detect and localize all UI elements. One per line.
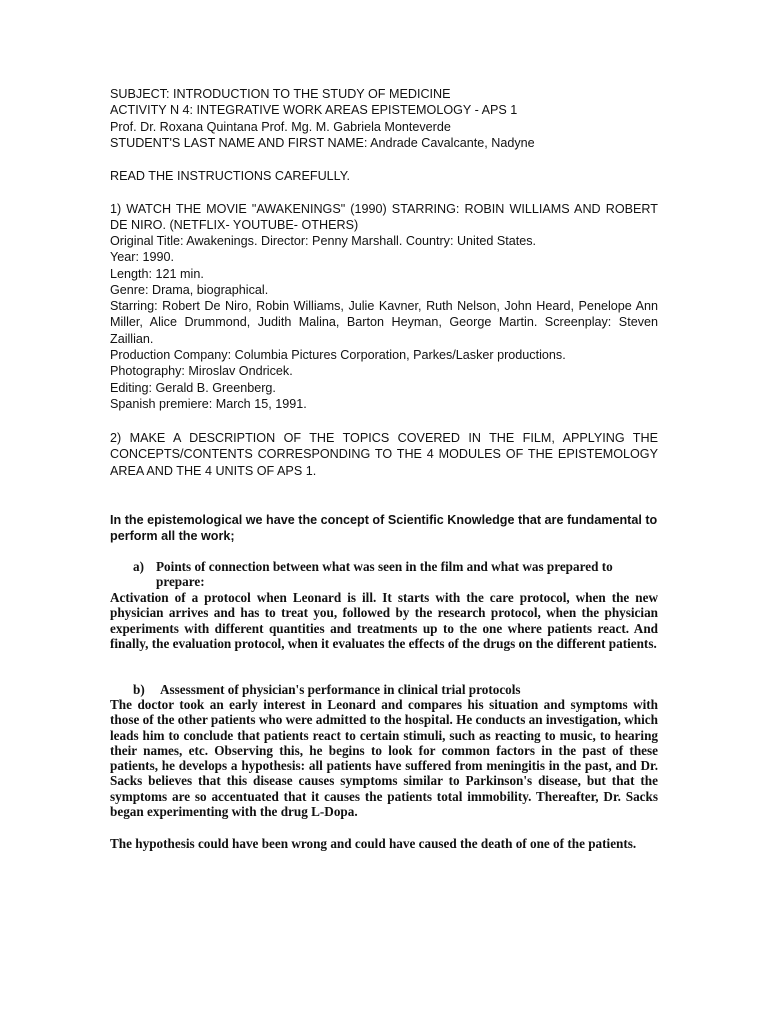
instructions-line: READ THE INSTRUCTIONS CAREFULLY. <box>110 169 351 183</box>
starring-line: Starring: Robert De Niro, Robin Williams, Julie Kavner, Ruth Nelson, John Heard, Penelope Ann Miller, Alice Drummond, Judith Malina, Barton Heyman, George Martin. Screenplay: Steven Zaillian. <box>110 299 658 346</box>
item-b-conclusion: The hypothesis could have been wrong and could have caused the death of one of the patients. <box>110 836 637 851</box>
premiere-line: Spanish premiere: March 15, 1991. <box>110 396 307 411</box>
genre-line: Genre: Drama, biographical. <box>110 282 269 297</box>
photography-line: Photography: Miroslav Ondricek. <box>110 364 293 379</box>
item-a-heading <box>156 559 658 590</box>
item-a-heading-line2: prepare: <box>156 574 205 590</box>
item-b-body: The doctor took an early interest in Leonard and compares his situation and symptoms with those of the other patients who were admitted to the hospital. He conducts an investigation, which leads him to conclude that patients react to certain stimuli, such as reacting to music, to hearing their names, etc. Observing this, he begins to look for common factors in the past of these patients, he develops a hypothesis: all patients have suffered from meningitis in the past, and Dr. Sacks believes that this disease causes symptoms similar to Parkinson's disease, but that the symptoms are so accentuated that it causes the patients total immobility. Thereafter, Dr. Sacks began experimenting with the drug L-Dopa. <box>110 697 658 820</box>
length-line: Length: 121 min. <box>110 266 204 281</box>
year-line: Year: 1990. <box>110 250 174 265</box>
student-line: STUDENT'S LAST NAME AND FIRST NAME: Andrade Cavalcante, Nadyne <box>110 135 535 150</box>
item-b-marker: b) <box>133 682 145 697</box>
item-a-body: Activation of a protocol when Leonard is ill. It starts with the care protocol, when the new physician arrives and has to treat you, followed by the research protocol, when the physician experiments with different quantities and treatments up to the one where patients react. And finally, the evaluation protocol, when it evaluates the effects of the drugs on the different patients. <box>110 590 658 651</box>
answer-intro: In the epistemological we have the concept of Scientific Knowledge that are fundamental to perform all the work; <box>110 513 658 544</box>
production-line: Production Company: Columbia Pictures Corporation, Parkes/Lasker productions. <box>110 348 566 363</box>
original-title-line: Original Title: Awakenings. Director: Penny Marshall. Country: United States. <box>110 234 537 248</box>
task1-intro: 1) WATCH THE MOVIE "AWAKENINGS" (1990) STARRING: ROBIN WILLIAMS AND ROBERT DE NIRO. (NETFLIX- YOUTUBE- OTHERS) <box>110 202 658 233</box>
editing-line: Editing: Gerald B. Greenberg. <box>110 380 276 395</box>
document-header <box>110 86 658 151</box>
activity-line: ACTIVITY N 4: INTEGRATIVE WORK AREAS EPISTEMOLOGY - APS 1 <box>110 103 518 118</box>
movie-details <box>110 233 658 412</box>
professors-line: Prof. Dr. Roxana Quintana Prof. Mg. M. Gabriela Monteverde <box>110 119 451 134</box>
item-a-marker: a) <box>133 559 144 574</box>
task2-intro: 2) MAKE A DESCRIPTION OF THE TOPICS COVERED IN THE FILM, APPLYING THE CONCEPTS/CONTENTS CORRESPONDING TO THE 4 MODULES OF THE EPISTEMOLOGY AREA AND THE 4 UNITS OF APS 1. <box>110 431 658 478</box>
item-b-heading: Assessment of physician's performance in clinical trial protocols <box>160 682 521 697</box>
subject-line: SUBJECT: INTRODUCTION TO THE STUDY OF MEDICINE <box>110 87 451 101</box>
item-a-heading-line1: Points of connection between what was seen in the film and what was prepared to <box>156 559 613 574</box>
